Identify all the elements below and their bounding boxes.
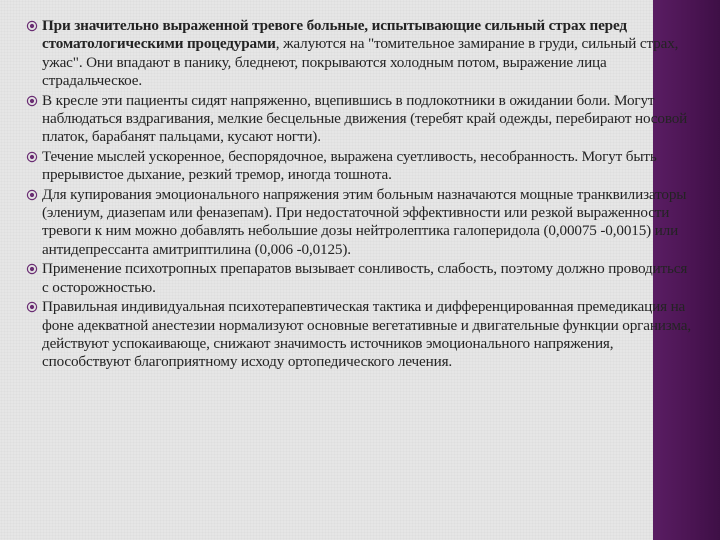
bullet-item [26, 92, 694, 147]
bullet-text: , жалуются на "томительное замирание в груди, сильный страх, ужас". Они впадают в панику, бледнеют, покрываются холодным потом, выражение лица страдальческое. [42, 35, 679, 90]
bullet-item [26, 298, 694, 372]
bullet-list [26, 17, 694, 373]
target-circle-icon [26, 18, 38, 34]
target-circle-icon [26, 187, 38, 203]
bullet-text: Течение мыслей ускоренное, беспорядочное, выражена суетливость, несобранность. Могут быть прерывистое дыхание, резкий тремор, иногда тошнота. [42, 147, 657, 184]
bullet-item [26, 17, 694, 91]
bullet-text: В кресле эти пациенты сидят напряженно, вцепившись в подлокотники в ожидании боли. Могут наблюдаться вздрагивания, мелкие бесцельные движения (теребят край одежды, перебирают носовой платок, барабанят пальцами, кусают ногти). [42, 91, 688, 146]
bullet-item [26, 148, 694, 185]
target-circle-icon [26, 149, 38, 165]
bullet-text: Правильная индивидуальная психотерапевтическая тактика и дифференцированная премедикация на фоне адекватной анестезии нормализуют основные вегетативные и двигательные функции организма, действуют успокаивающе, снижают значимость источников эмоционального напряжения, способствуют благоприятному исходу ортопедического лечения. [42, 298, 692, 371]
target-circle-icon [26, 261, 38, 277]
target-circle-icon [26, 93, 38, 109]
bullet-bold-text: При значительно выраженной тревоге больные, испытывающие сильный страх перед стоматологическими процедурами [42, 17, 627, 53]
bullet-item [26, 186, 694, 260]
target-circle-icon [26, 299, 38, 315]
bullet-text: Для купирования эмоционального напряжения этим больным назначаются мощные транквилизаторы (элениум, диазепам или феназепам). При недостаточной эффективности или резкой выраженности тревоги к ним можно добавлять небольшие дозы нейтролептика галоперидола (0,00075 -0,0015) или антидепрессанта амитриптилина (0,006 -0,0125). [42, 185, 687, 258]
bullet-item [26, 260, 694, 297]
bullet-text: Применение психотропных препаратов вызывает сонливость, слабость, поэтому должно проводиться с осторожностью. [42, 260, 688, 296]
